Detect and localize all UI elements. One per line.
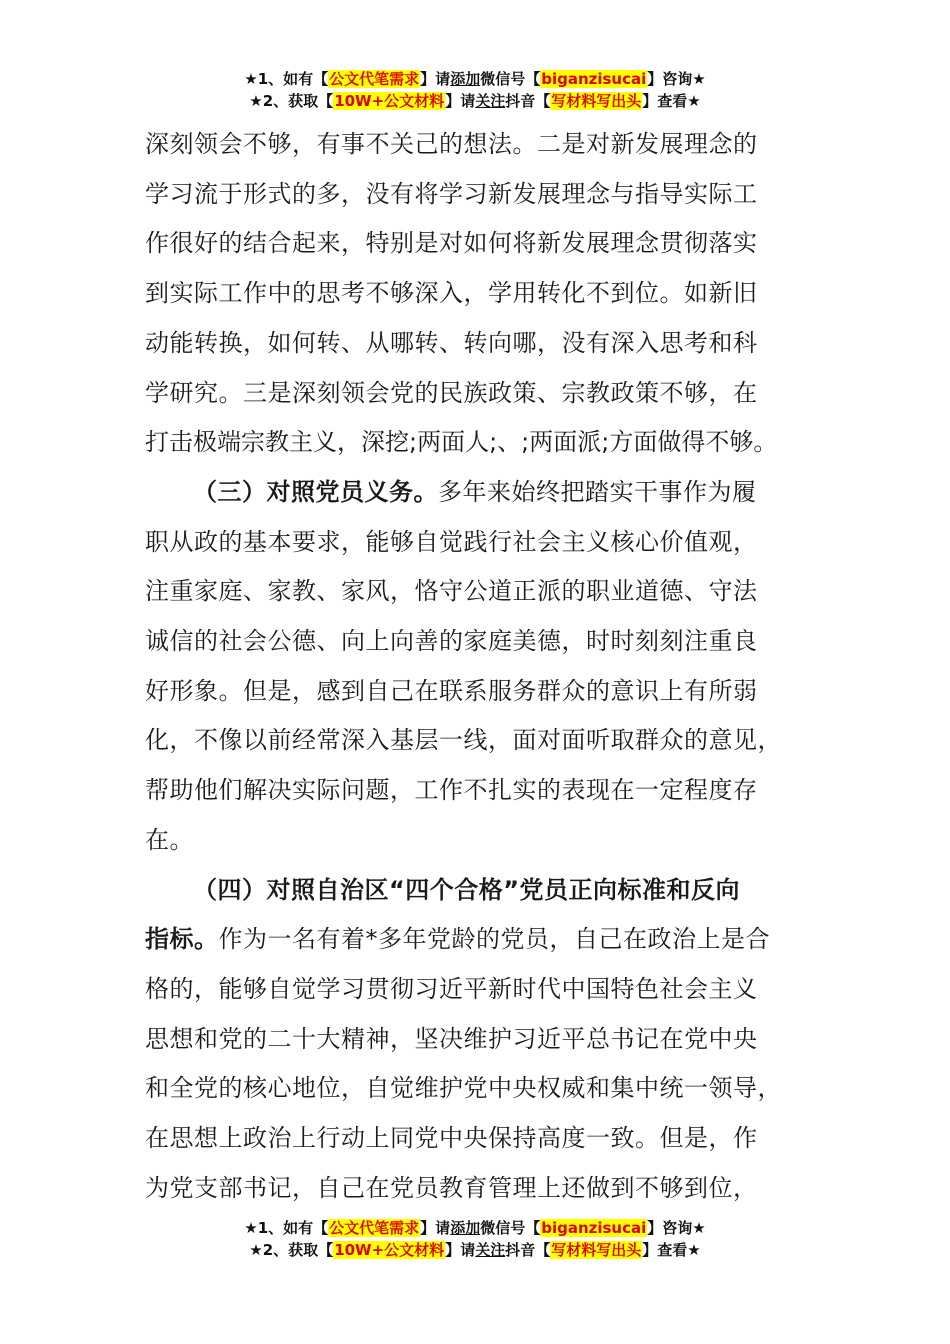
- banner-text: ★2、获取【: [249, 1241, 334, 1259]
- banner-text: 】咨询★: [647, 70, 706, 88]
- banner-text: 微信号【: [480, 1219, 541, 1237]
- banner-highlight: 写材料写出头: [551, 1241, 642, 1259]
- section-heading: （四）对照自治区“四个合格”党员正向标准和反向: [193, 875, 741, 904]
- text-line: 好形象。但是，感到自己在联系服务群众的意识上有所弱: [145, 676, 758, 705]
- banner-highlight: 公文代笔需求: [329, 70, 420, 88]
- banner-text: 】查看★: [642, 1241, 701, 1259]
- text-line: 学习流于形式的多，没有将学习新发展理念与指导实际工: [145, 179, 758, 208]
- banner-underlined: 添加: [450, 70, 481, 88]
- banner-text: 】查看★: [642, 92, 701, 110]
- banner-text: 】请: [420, 1219, 451, 1237]
- text-line: 动能转换，如何转、从哪转、转向哪，没有深入思考和科: [145, 328, 758, 357]
- text-line: 在。: [145, 825, 194, 854]
- section-heading-end: 指标。: [145, 925, 219, 954]
- bottom-banner: [0, 1217, 950, 1261]
- text-line: 作很好的结合起来，特别是对如何将新发展理念贯彻落实: [145, 229, 758, 258]
- text-line: 职从政的基本要求，能够自觉践行社会主义核心价值观，: [145, 527, 758, 556]
- banner-underlined: 关注: [475, 1241, 506, 1259]
- banner-text: 】咨询★: [647, 1219, 706, 1237]
- text-line: 诚信的社会公德、向上向善的家庭美德，时时刻刻注重良: [145, 627, 758, 656]
- text-line: 打击极端宗教主义，深挖;两面人;、;两面派;方面做得不够。: [145, 428, 778, 457]
- banner-line-2: [0, 90, 950, 112]
- banner-underlined: 添加: [450, 1219, 481, 1237]
- top-banner: [0, 68, 950, 112]
- paragraph-four-qualifications: [145, 866, 810, 1214]
- banner-text: 抖音【: [505, 1241, 551, 1259]
- banner-highlight: biganzisucai: [541, 70, 647, 88]
- banner-highlight: 公文代笔需求: [329, 1219, 420, 1237]
- paragraph-continued: [145, 120, 810, 468]
- banner-text: 抖音【: [505, 92, 551, 110]
- text-line: 化，不像以前经常深入基层一线，面对面听取群众的意见，: [145, 726, 782, 755]
- banner-text: ★1、如有【: [244, 1219, 329, 1237]
- banner-text: 】请: [445, 92, 476, 110]
- text-line: 帮助他们解决实际问题，工作不扎实的表现在一定程度存: [145, 776, 758, 805]
- banner-highlight: 10W+公文材料: [334, 1241, 445, 1259]
- banner-text: ★1、如有【: [244, 70, 329, 88]
- text-line: 作为一名有着*多年党龄的党员，自己在政治上是合: [218, 925, 770, 954]
- paragraph-party-obligations: [145, 468, 810, 866]
- text-line: 格的，能够自觉学习贯彻习近平新时代中国特色社会主义: [145, 974, 758, 1003]
- text-line: 多年来始终把踏实干事作为履: [438, 477, 757, 506]
- banner-text: 微信号【: [480, 70, 541, 88]
- banner-underlined: 关注: [475, 92, 506, 110]
- banner-text: 】请: [445, 1241, 476, 1259]
- banner-highlight: 10W+公文材料: [334, 92, 445, 110]
- banner-text: ★2、获取【: [249, 92, 334, 110]
- banner-line-1: [0, 1217, 950, 1239]
- section-heading: （三）对照党员义务。: [193, 477, 438, 506]
- banner-highlight: 写材料写出头: [551, 92, 642, 110]
- text-line: 注重家庭、家教、家风，恪守公道正派的职业道德、守法: [145, 577, 758, 606]
- banner-highlight: biganzisucai: [541, 1219, 647, 1237]
- banner-line-1: [0, 68, 950, 90]
- banner-line-2: [0, 1239, 950, 1261]
- text-line: 和全党的核心地位，自觉维护党中央权威和集中统一领导，: [145, 1074, 782, 1103]
- document-body: [145, 120, 810, 1213]
- text-line: 到实际工作中的思考不够深入，学用转化不到位。如新旧: [145, 279, 758, 308]
- text-line: 为党支部书记，自己在党员教育管理上还做到不够到位，: [145, 1173, 758, 1202]
- text-line: 学研究。三是深刻领会党的民族政策、宗教政策不够，在: [145, 378, 758, 407]
- text-line: 在思想上政治上行动上同党中央保持高度一致。但是，作: [145, 1124, 758, 1153]
- text-line: 深刻领会不够，有事不关己的想法。二是对新发展理念的: [145, 130, 758, 158]
- text-line: 思想和党的二十大精神，坚决维护习近平总书记在党中央: [145, 1024, 758, 1053]
- banner-text: 】请: [420, 70, 451, 88]
